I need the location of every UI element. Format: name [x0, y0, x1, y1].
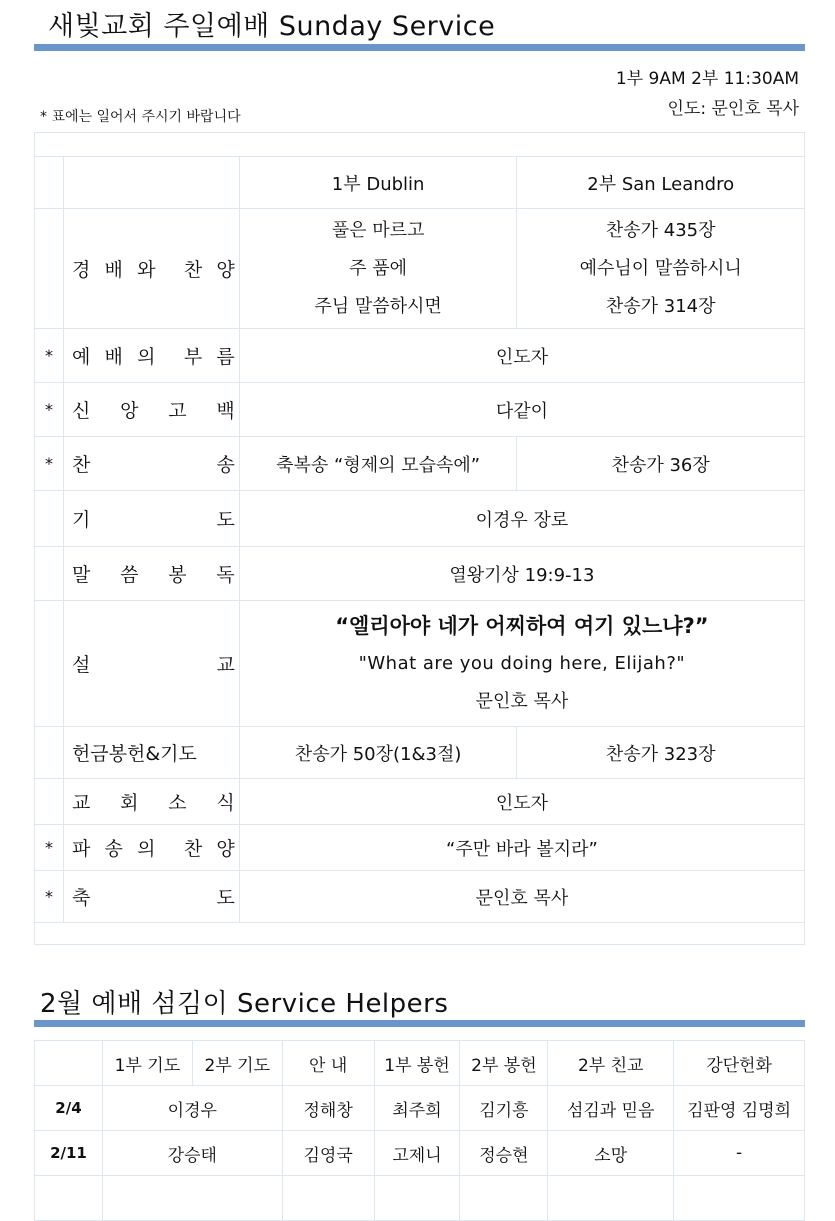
- helpers-usher: 정해창: [282, 1086, 374, 1131]
- title-divider: [34, 44, 805, 51]
- order-row: [35, 383, 805, 437]
- order-label: 찬 송: [63, 437, 239, 491]
- first-service-content: 찬송가 50장(1&3절): [239, 727, 517, 779]
- helpers-header-row: [35, 1041, 805, 1086]
- stand-marker: *: [35, 825, 64, 871]
- helpers-header: 2부 봉헌: [460, 1041, 548, 1086]
- order-label: 신 앙 고 백: [63, 383, 239, 437]
- helpers-date: 2/4: [35, 1086, 103, 1131]
- first-service-content: 풀은 마르고 주 품에 주님 말씀하시면: [239, 209, 517, 329]
- order-label: 교 회 소 식: [63, 779, 239, 825]
- helpers-offering-2: 정승현: [460, 1131, 548, 1176]
- helpers-header: 2부 친교: [548, 1041, 674, 1086]
- stand-marker: [35, 491, 64, 547]
- order-content: 문인호 목사: [239, 871, 804, 923]
- sermon-preacher: 문인호 목사: [475, 690, 569, 712]
- stand-marker: *: [35, 437, 64, 491]
- order-label: 설 교: [63, 601, 239, 727]
- order-row: [35, 779, 805, 825]
- helpers-header: 2부 기도: [192, 1041, 282, 1086]
- order-of-worship-table: [34, 132, 805, 945]
- order-row: [35, 491, 805, 547]
- helpers-fellowship: 소망: [548, 1131, 674, 1176]
- order-content: 인도자: [239, 329, 804, 383]
- order-label: 헌금봉헌&기도: [63, 727, 239, 779]
- helpers-prayer: 강승태: [102, 1131, 282, 1176]
- helpers-usher: 김영국: [282, 1131, 374, 1176]
- stand-marker: [35, 601, 64, 727]
- second-service-content: 찬송가 323장: [517, 727, 805, 779]
- service-times: 1부 9AM 2부 11:30AM: [615, 69, 799, 89]
- order-row: [35, 329, 805, 383]
- order-row: [35, 871, 805, 923]
- order-row: [35, 825, 805, 871]
- helpers-divider: [34, 1020, 805, 1027]
- helpers-header: 1부 기도: [102, 1041, 192, 1086]
- order-label: 파 송 의 찬 양: [63, 825, 239, 871]
- second-service-content: 찬송가 36장: [517, 437, 805, 491]
- second-service-content: 찬송가 435장 예수님이 말씀하시니 찬송가 314장: [517, 209, 805, 329]
- page-title: 새빛교회 주일예배 Sunday Service: [48, 11, 496, 42]
- helpers-row: [35, 1086, 805, 1131]
- helpers-offering-1: 고제니: [374, 1131, 460, 1176]
- order-row: [35, 547, 805, 601]
- helpers-row: [35, 1131, 805, 1176]
- helpers-date: 2/11: [35, 1131, 103, 1176]
- sermon-title-english: "What are you doing here, Elijah?": [358, 652, 686, 674]
- column-header-first-service: 1부 Dublin: [239, 157, 517, 209]
- stand-marker: [35, 727, 64, 779]
- stand-marker: [35, 779, 64, 825]
- order-label: 경 배 와 찬 양: [63, 209, 239, 329]
- helpers-header: 1부 봉헌: [374, 1041, 460, 1086]
- service-leader: 인도: 문인호 목사: [667, 99, 799, 119]
- order-row: [35, 209, 805, 329]
- column-header-second-service: 2부 San Leandro: [517, 157, 805, 209]
- order-content: 인도자: [239, 779, 804, 825]
- order-row: [35, 437, 805, 491]
- helpers-offering-1: 최주희: [374, 1086, 460, 1131]
- order-label: 기 도: [63, 491, 239, 547]
- standing-note: * 표에는 일어서 주시기 바랍니다: [40, 109, 241, 125]
- helpers-flowers: 김판영 김명희: [674, 1086, 805, 1131]
- order-content: “주만 바라 볼지라”: [239, 825, 804, 871]
- helpers-prayer: 이경우: [102, 1086, 282, 1131]
- first-service-content: 축복송 “형제의 모습속에”: [239, 437, 517, 491]
- helpers-fellowship: 섬김과 믿음: [548, 1086, 674, 1131]
- helpers-flowers: -: [674, 1131, 805, 1176]
- helpers-table: [34, 1040, 805, 1221]
- helpers-offering-2: 김기흥: [460, 1086, 548, 1131]
- stand-marker: [35, 547, 64, 601]
- order-content: 이경우 장로: [239, 491, 804, 547]
- helpers-title: 2월 예배 섬김이 Service Helpers: [40, 989, 449, 1019]
- order-row: [35, 601, 805, 727]
- order-content: 열왕기상 19:9-13: [239, 547, 804, 601]
- order-label: 축 도: [63, 871, 239, 923]
- stand-marker: *: [35, 329, 64, 383]
- stand-marker: *: [35, 871, 64, 923]
- helpers-header: 안 내: [282, 1041, 374, 1086]
- sermon-content: [239, 601, 804, 727]
- order-label: 예 배 의 부 름: [63, 329, 239, 383]
- order-content: 다같이: [239, 383, 804, 437]
- stand-marker: *: [35, 383, 64, 437]
- stand-marker: [35, 209, 64, 329]
- order-row: [35, 727, 805, 779]
- helpers-header: 강단헌화: [674, 1041, 805, 1086]
- sermon-title-korean: “엘리아야 네가 어찌하여 여기 있느냐?”: [335, 613, 709, 638]
- order-label: 말 씀 봉 독: [63, 547, 239, 601]
